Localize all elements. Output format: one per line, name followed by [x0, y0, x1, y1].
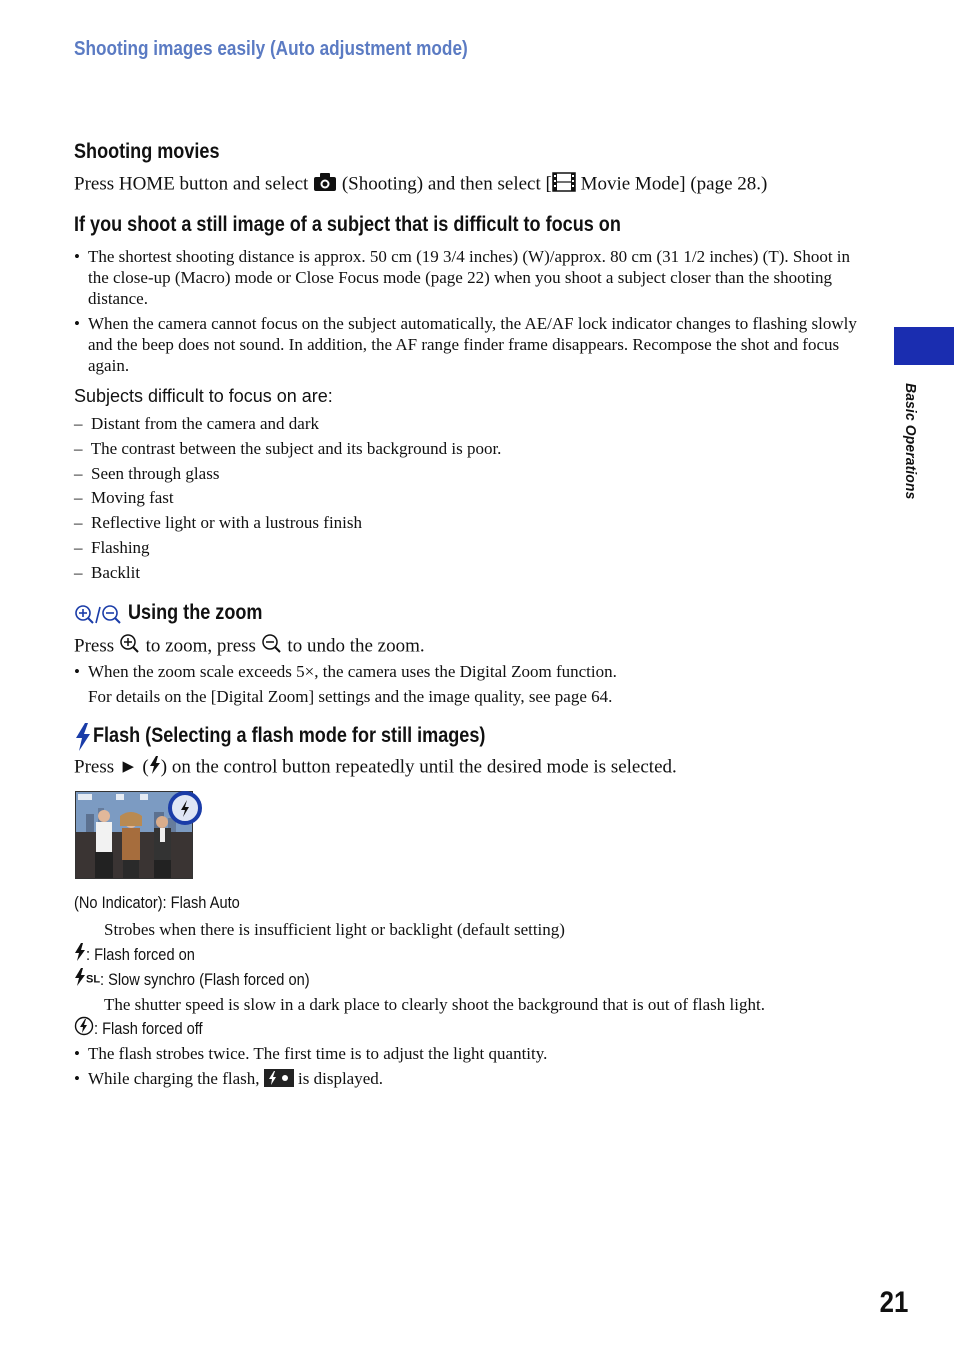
- subject-item: – Seen through glass: [74, 464, 220, 483]
- subject-item: – The contrast between the subject and its background is poor.: [74, 439, 502, 458]
- flash-icon: [149, 756, 161, 780]
- flash-slow-desc: The shutter speed is slow in a dark place to clearly shoot the background that is out of flash light.: [104, 995, 765, 1014]
- flash-slow-synchro-row: SL: Slow synchro (Flash forced on): [74, 968, 344, 991]
- focus-bullet-1: • The shortest shooting distance is approx. 50 cm (19 3/4 inches) (W)/approx. 80 cm (31 1/2 inches) (T). Shoot in the close-up (Macro) mode or Close Focus mode (page 22) when you shoot a subject closer than the shooting distance.: [74, 247, 851, 308]
- sl-label: SL: [86, 973, 101, 986]
- subject-item: – Backlit: [74, 563, 141, 582]
- subject-item: – Flashing: [74, 538, 150, 557]
- flash-on-icon: [74, 943, 86, 966]
- flash-bullet-2: • While charging the flash, is displayed.: [74, 1069, 384, 1088]
- zoom-icons: [74, 604, 122, 631]
- flash-indicator-highlight-icon: [168, 791, 202, 825]
- flash-forced-on-row: : Flash forced on: [74, 943, 213, 966]
- flash-charging-icon: [264, 1069, 294, 1087]
- film-icon: [552, 172, 576, 198]
- flash-text: Press ► ( ) on the control button repeatedly until the desired mode is selected.: [74, 756, 677, 780]
- flash-forced-off-row: : Flash forced off: [74, 1016, 220, 1041]
- subject-item: – Reflective light or with a lustrous finish: [74, 513, 363, 532]
- flash-heading: Flash (Selecting a flash mode for still images): [93, 724, 486, 747]
- shooting-movies-heading: Shooting movies: [74, 140, 220, 163]
- subject-item: – Distant from the camera and dark: [74, 414, 319, 433]
- movies-text-b: (Shooting) and then select [: [341, 173, 552, 195]
- flash-heading-icon: [74, 723, 92, 756]
- side-tab-marker: [894, 327, 954, 365]
- flash-auto-label: (No Indicator): Flash Auto: [74, 893, 240, 912]
- zoom-bullet: • When the zoom scale exceeds 5×, the camera uses the Digital Zoom function.: [74, 662, 617, 681]
- flash-off-icon: [74, 1016, 94, 1041]
- page-header: Shooting images easily (Auto adjustment mode): [74, 38, 468, 60]
- side-tab-label: Basic Operations: [902, 383, 919, 500]
- subjects-title: Subjects difficult to focus on are:: [74, 386, 333, 406]
- flash-bullet-1: • The flash strobes twice. The first time is to adjust the light quantity.: [74, 1044, 548, 1063]
- shooting-movies-text: [74, 172, 767, 198]
- zoom-out-icon: [261, 633, 283, 661]
- focus-bullet-2: • When the camera cannot focus on the subject automatically, the AE/AF lock indicator changes to flashing slowly and the beep does not sound. In addition, the AF range finder frame disappears. Recompose the shot and focus again.: [74, 314, 857, 375]
- zoom-in-out-icon: [74, 604, 122, 626]
- zoom-note: For details on the [Digital Zoom] settings and the image quality, see page 64.: [88, 687, 613, 706]
- zoom-text: Press to zoom, press to undo the zoom.: [74, 633, 425, 661]
- camera-icon: [313, 172, 337, 198]
- focus-heading: If you shoot a still image of a subject that is difficult to focus on: [74, 213, 621, 236]
- page-number: 21: [879, 1286, 908, 1319]
- flash-slow-synchro-icon: [74, 968, 86, 991]
- zoom-in-icon: [119, 633, 141, 661]
- subject-item: – Moving fast: [74, 488, 174, 507]
- movies-text-a: Press HOME button and select: [74, 173, 309, 195]
- flash-auto-desc: Strobes when there is insufficient light or backlight (default setting): [104, 920, 565, 939]
- movies-text-c: Movie Mode] (page 28.): [580, 173, 768, 195]
- zoom-heading: Using the zoom: [128, 601, 263, 624]
